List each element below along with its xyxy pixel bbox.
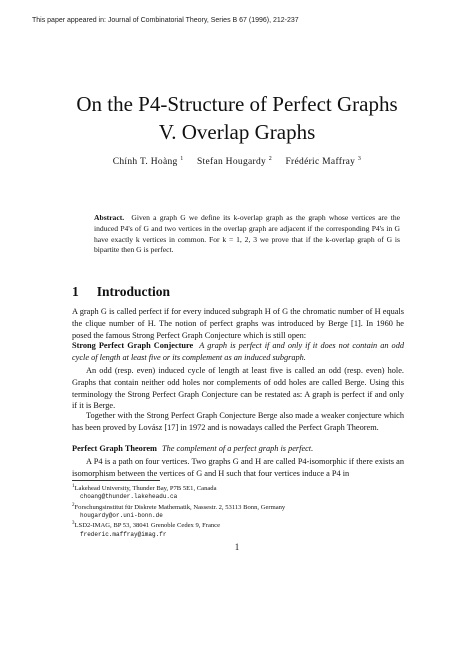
conjecture-label: Strong Perfect Graph Conjecture [72, 341, 194, 350]
footnote [72, 483, 412, 493]
footnote-email: frederic.maffray@imag.fr [80, 530, 167, 538]
footnote-text: Lakehead University, Thunder Bay, P7B 5E1, Canada [74, 485, 217, 493]
footnote-text: LSD2-IMAG, BP 53, 38041 Grenoble Cedex 9, France [74, 522, 221, 530]
author-footnote-mark: 3 [357, 156, 362, 162]
footnote-text: Forschungsinstitut für Diskrete Mathematik, Nassestr. 2, 53113 Bonn, Germany [74, 503, 286, 511]
footnote-mark: 2 [72, 502, 75, 508]
conjecture-text: A graph is perfect if and only if it does not contain an odd cycle of length at least five or its complement as an induced subgraph. [72, 341, 405, 362]
footnote [72, 502, 412, 512]
footnote-email: choang@thunder.lakeheadu.ca [80, 493, 178, 501]
section-title: Introduction [96, 284, 171, 299]
author-name: Stefan Hougardy [196, 157, 267, 168]
footnote-divider [72, 480, 160, 481]
conjecture-statement [72, 340, 404, 364]
author-list [0, 156, 474, 167]
intro-paragraph-1: A graph G is called perfect if for every induced subgraph H of G the chromatic number of H equals the clique number of H. The notion of perfect graphs was introduced by Berge [1]. In 1960 he posed the famous Strong Perfect Graph Conjecture which is still open: [72, 307, 404, 340]
abstract [94, 213, 400, 256]
section-number: 1 [72, 284, 79, 299]
author-footnote-mark: 2 [268, 156, 273, 162]
footnote-mark: 1 [72, 484, 75, 489]
footnotes [72, 483, 412, 539]
footnote-mark: 3 [72, 521, 75, 527]
author-footnote-mark: 1 [180, 156, 184, 162]
author-name: Frédéric Maffray [285, 157, 356, 168]
paper-title-line-2: V. Overlap Graphs [158, 120, 316, 144]
section-heading [72, 284, 170, 300]
intro-paragraph-4: A P4 is a path on four vertices. Two graphs G and H are called P4-isomorphic if there exists an isomorphism between the vertices of G and H such that four vertices induce a P4 in [72, 457, 404, 478]
theorem-label: Perfect Graph Theorem [72, 444, 157, 453]
footnote-email: hougardy@or.uni-bonn.de [80, 511, 163, 519]
paper-title-line-1: On the P4-Structure of Perfect Graphs [76, 92, 398, 116]
theorem-statement [72, 443, 404, 455]
footnote [72, 520, 412, 530]
theorem-text: The complement of a perfect graph is perfect. [162, 444, 314, 453]
publication-note: This paper appeared in: Journal of Combinatorial Theory, Series B 67 (1996), 212-237 [32, 17, 299, 24]
author-name: Chính T. Hoàng [112, 157, 178, 168]
abstract-label: Abstract. [94, 213, 125, 222]
page-number: 1 [234, 542, 240, 552]
intro-paragraph-2: An odd (resp. even) induced cycle of length at least five is called an odd (resp. even) hole. Graphs that contain neither odd holes nor complements of odd holes are called Berge. Using this terminology the Strong Perfect Graph Conjecture can be restated as: A graph is perfect if and only if it is Berge. [72, 366, 404, 411]
abstract-text: Given a graph G we define its k-overlap graph as the graph whose vertices are the induced P4's of G and two vertices in the overlap graph are adjacent if the corresponding P4's in G have exactly k vertices in common. For k = 1, 2, 3 we prove that if the k-overlap graph of G is bipartite then G is perfect. [94, 213, 400, 255]
intro-paragraph-3: Together with the Strong Perfect Graph Conjecture Berge also made a weaker conjecture which has been proved by Lovász [17] in 1972 and is nowadays called the Perfect Graph Theorem. [72, 411, 404, 432]
